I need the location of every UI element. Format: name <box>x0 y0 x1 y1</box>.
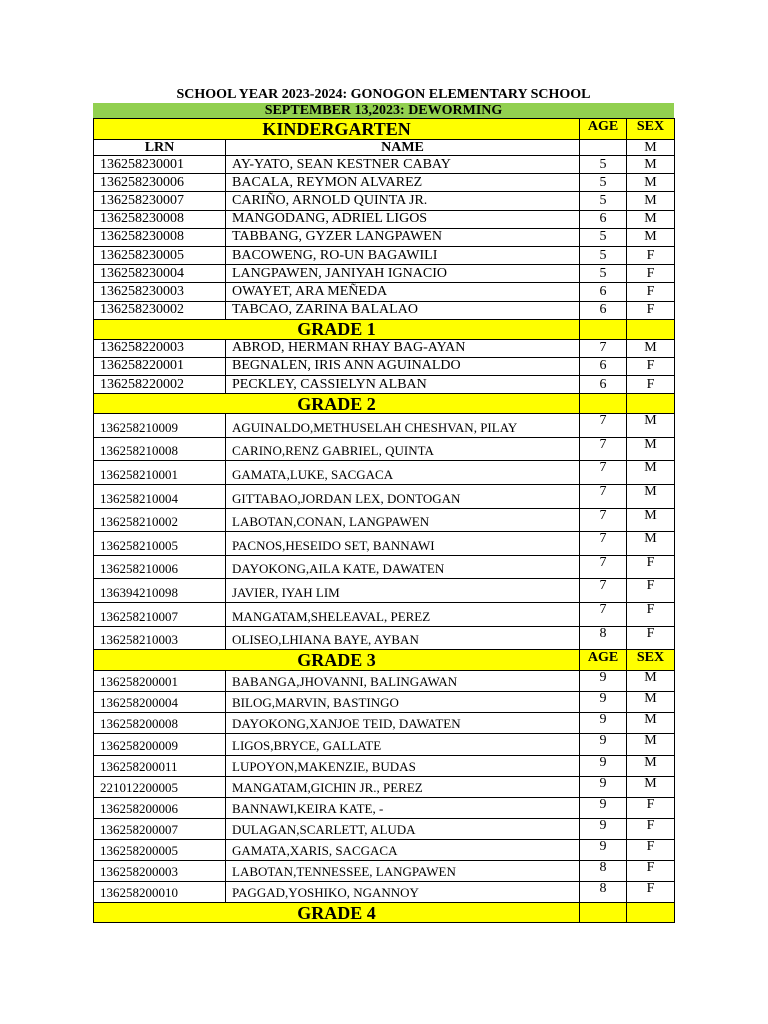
lrn-cell: 136258200006 <box>94 797 226 818</box>
empty-cell <box>580 319 627 339</box>
section-title: GRADE 4 <box>94 903 580 923</box>
name-cell: AY-YATO, SEAN KESTNER CABAY <box>226 156 580 174</box>
table-row <box>94 228 675 246</box>
lrn-cell: 136258200003 <box>94 861 226 882</box>
roster-body <box>94 119 675 923</box>
table-row <box>94 713 675 734</box>
lrn-cell: 136258200010 <box>94 882 226 903</box>
lrn-cell: 136258230005 <box>94 246 226 264</box>
lrn-cell: 136258230003 <box>94 283 226 301</box>
name-cell: PECKLEY, CASSIELYN ALBAN <box>226 376 580 394</box>
sex-cell: M <box>627 692 675 713</box>
table-row <box>94 414 675 438</box>
lrn-cell: 136258200007 <box>94 818 226 839</box>
sex-cell: M <box>627 192 675 210</box>
sex-cell: M <box>627 414 675 438</box>
lrn-cell: 136258230001 <box>94 156 226 174</box>
table-row <box>94 485 675 509</box>
sex-cell: M <box>627 339 675 357</box>
lrn-cell: 136258220001 <box>94 357 226 375</box>
table-row <box>94 532 675 556</box>
age-cell: 7 <box>580 485 627 509</box>
lrn-cell: 136258200005 <box>94 839 226 860</box>
name-cell: MANGODANG, ADRIEL LIGOS <box>226 210 580 228</box>
sex-cell: M <box>627 713 675 734</box>
age-cell: 9 <box>580 818 627 839</box>
table-row <box>94 283 675 301</box>
empty-cell <box>627 319 675 339</box>
lrn-cell: 136258200004 <box>94 692 226 713</box>
table-row <box>94 192 675 210</box>
empty-cell <box>627 394 675 414</box>
sex-cell: M <box>627 210 675 228</box>
sex-cell: F <box>627 626 675 650</box>
name-cell: GITTABAO,JORDAN LEX, DONTOGAN <box>226 485 580 509</box>
table-row <box>94 246 675 264</box>
name-cell: JAVIER, IYAH LIM <box>226 579 580 603</box>
section-header-row <box>94 119 675 140</box>
name-cell: DULAGAN,SCARLETT, ALUDA <box>226 818 580 839</box>
table-row <box>94 603 675 627</box>
table-row <box>94 692 675 713</box>
sex-cell: F <box>627 797 675 818</box>
name-cell: CARINO,RENZ GABRIEL, QUINTA <box>226 437 580 461</box>
table-row <box>94 437 675 461</box>
sex-column-header: SEX <box>627 650 675 671</box>
sex-cell: F <box>627 579 675 603</box>
table-row <box>94 579 675 603</box>
age-cell: 5 <box>580 265 627 283</box>
age-cell: 5 <box>580 174 627 192</box>
age-cell: 9 <box>580 776 627 797</box>
name-cell: DAYOKONG,XANJOE TEID, DAWATEN <box>226 713 580 734</box>
age-cell: 6 <box>580 376 627 394</box>
sex-cell: M <box>627 156 675 174</box>
age-cell: 5 <box>580 156 627 174</box>
name-cell: MANGATAM,SHELEAVAL, PEREZ <box>226 603 580 627</box>
sex-cell: F <box>627 246 675 264</box>
empty-cell <box>580 903 627 923</box>
table-row <box>94 174 675 192</box>
table-row <box>94 671 675 692</box>
age-cell: 7 <box>580 339 627 357</box>
age-cell: 7 <box>580 414 627 438</box>
name-cell: DAYOKONG,AILA KATE, DAWATEN <box>226 555 580 579</box>
name-cell: TABBANG, GYZER LANGPAWEN <box>226 228 580 246</box>
sex-cell: F <box>627 283 675 301</box>
sex-cell: M <box>627 508 675 532</box>
lrn-cell: 136258210002 <box>94 508 226 532</box>
lrn-cell: 221012200005 <box>94 776 226 797</box>
table-row <box>94 882 675 903</box>
section-header-row <box>94 650 675 671</box>
name-cell: LABOTAN,CONAN, LANGPAWEN <box>226 508 580 532</box>
name-cell: BACALA, REYMON ALVAREZ <box>226 174 580 192</box>
section-title: GRADE 3 <box>94 650 580 671</box>
table-row <box>94 376 675 394</box>
age-cell: 7 <box>580 579 627 603</box>
table-row <box>94 301 675 319</box>
sex-cell: M <box>627 461 675 485</box>
table-row <box>94 555 675 579</box>
lrn-cell: 136258210008 <box>94 437 226 461</box>
lrn-cell: 136258210006 <box>94 555 226 579</box>
column-header-row <box>94 140 675 156</box>
age-cell: 9 <box>580 671 627 692</box>
sex-cell: F <box>627 839 675 860</box>
name-cell: LIGOS,BRYCE, GALLATE <box>226 734 580 755</box>
age-cell: 7 <box>580 555 627 579</box>
age-cell: 6 <box>580 301 627 319</box>
lrn-cell: 136258230007 <box>94 192 226 210</box>
sex-cell: F <box>627 265 675 283</box>
sex-cell: F <box>627 861 675 882</box>
age-cell: 9 <box>580 797 627 818</box>
sex-cell: M <box>627 174 675 192</box>
age-cell: 7 <box>580 532 627 556</box>
name-cell: BACOWENG, RO-UN BAGAWILI <box>226 246 580 264</box>
sex-cell: M <box>627 437 675 461</box>
name-column-header: NAME <box>226 140 580 156</box>
table-row <box>94 210 675 228</box>
lrn-cell: 136258210009 <box>94 414 226 438</box>
age-cell: 7 <box>580 603 627 627</box>
lrn-cell: 136258220002 <box>94 376 226 394</box>
lrn-column-header: LRN <box>94 140 226 156</box>
table-row <box>94 265 675 283</box>
age-cell: 7 <box>580 508 627 532</box>
lrn-cell: 136258230006 <box>94 174 226 192</box>
name-cell: BABANGA,JHOVANNI, BALINGAWAN <box>226 671 580 692</box>
age-cell: 8 <box>580 861 627 882</box>
section-header-row <box>94 903 675 923</box>
name-cell: ABROD, HERMAN RHAY BAG-AYAN <box>226 339 580 357</box>
age-cell: 9 <box>580 734 627 755</box>
sex-column-header: SEX <box>627 119 675 140</box>
name-cell: OWAYET, ARA MEÑEDA <box>226 283 580 301</box>
name-cell: LABOTAN,TENNESSEE, LANGPAWEN <box>226 861 580 882</box>
table-row <box>94 755 675 776</box>
table-row <box>94 818 675 839</box>
lrn-cell: 136258230008 <box>94 228 226 246</box>
empty-cell <box>627 903 675 923</box>
table-row <box>94 156 675 174</box>
sex-cell: M <box>627 755 675 776</box>
table-row <box>94 734 675 755</box>
sex-subheader: M <box>627 140 675 156</box>
sex-cell: F <box>627 376 675 394</box>
sex-cell: M <box>627 228 675 246</box>
table-row <box>94 626 675 650</box>
empty-cell <box>580 394 627 414</box>
name-cell: AGUINALDO,METHUSELAH CHESHVAN, PILAY <box>226 414 580 438</box>
name-cell: LUPOYON,MAKENZIE, BUDAS <box>226 755 580 776</box>
sex-cell: M <box>627 734 675 755</box>
name-cell: OLISEO,LHIANA BAYE, AYBAN <box>226 626 580 650</box>
empty-cell <box>580 140 627 156</box>
name-cell: BEGNALEN, IRIS ANN AGUINALDO <box>226 357 580 375</box>
sex-cell: F <box>627 882 675 903</box>
lrn-cell: 136394210098 <box>94 579 226 603</box>
table-row <box>94 861 675 882</box>
name-cell: PAGGAD,YOSHIKO, NGANNOY <box>226 882 580 903</box>
document-title: SCHOOL YEAR 2023-2024: GONOGON ELEMENTARY SCHOOL <box>176 87 591 102</box>
name-cell: TABCAO, ZARINA BALALAO <box>226 301 580 319</box>
age-cell: 9 <box>580 692 627 713</box>
lrn-cell: 136258200011 <box>94 755 226 776</box>
lrn-cell: 136258210004 <box>94 485 226 509</box>
name-cell: GAMATA,XARIS, SACGACA <box>226 839 580 860</box>
lrn-cell: 136258200001 <box>94 671 226 692</box>
lrn-cell: 136258210003 <box>94 626 226 650</box>
age-cell: 6 <box>580 357 627 375</box>
age-column-header: AGE <box>580 119 627 140</box>
section-header-row <box>94 319 675 339</box>
sex-cell: F <box>627 555 675 579</box>
age-cell: 5 <box>580 246 627 264</box>
age-cell: 6 <box>580 210 627 228</box>
age-cell: 5 <box>580 192 627 210</box>
lrn-cell: 136258230004 <box>94 265 226 283</box>
age-cell: 6 <box>580 283 627 301</box>
deworming-roster-table <box>93 118 675 923</box>
age-cell: 9 <box>580 839 627 860</box>
table-row <box>94 357 675 375</box>
table-row <box>94 839 675 860</box>
table-row <box>94 461 675 485</box>
section-title: GRADE 2 <box>94 394 580 414</box>
sex-cell: F <box>627 357 675 375</box>
age-column-header: AGE <box>580 650 627 671</box>
section-title: GRADE 1 <box>94 319 580 339</box>
lrn-cell: 136258200009 <box>94 734 226 755</box>
lrn-cell: 136258230008 <box>94 210 226 228</box>
table-row <box>94 776 675 797</box>
sex-cell: M <box>627 776 675 797</box>
lrn-cell: 136258200008 <box>94 713 226 734</box>
age-cell: 5 <box>580 228 627 246</box>
name-cell: CARIÑO, ARNOLD QUINTA JR. <box>226 192 580 210</box>
age-cell: 8 <box>580 882 627 903</box>
section-header-row <box>94 394 675 414</box>
lrn-cell: 136258230002 <box>94 301 226 319</box>
name-cell: PACNOS,HESEIDO SET, BANNAWI <box>226 532 580 556</box>
age-cell: 7 <box>580 437 627 461</box>
lrn-cell: 136258210005 <box>94 532 226 556</box>
sex-cell: F <box>627 603 675 627</box>
age-cell: 9 <box>580 755 627 776</box>
sex-cell: M <box>627 532 675 556</box>
table-row <box>94 339 675 357</box>
lrn-cell: 136258220003 <box>94 339 226 357</box>
age-cell: 8 <box>580 626 627 650</box>
age-cell: 7 <box>580 461 627 485</box>
sex-cell: M <box>627 485 675 509</box>
section-title: KINDERGARTEN <box>94 119 580 140</box>
name-cell: BILOG,MARVIN, BASTINGO <box>226 692 580 713</box>
name-cell: MANGATAM,GICHIN JR., PEREZ <box>226 776 580 797</box>
name-cell: BANNAWI,KEIRA KATE, - <box>226 797 580 818</box>
lrn-cell: 136258210007 <box>94 603 226 627</box>
sex-cell: F <box>627 818 675 839</box>
document-subtitle: SEPTEMBER 13,2023: DEWORMING <box>93 103 674 118</box>
name-cell: GAMATA,LUKE, SACGACA <box>226 461 580 485</box>
sex-cell: M <box>627 671 675 692</box>
table-row <box>94 797 675 818</box>
name-cell: LANGPAWEN, JANIYAH IGNACIO <box>226 265 580 283</box>
lrn-cell: 136258210001 <box>94 461 226 485</box>
sex-cell: F <box>627 301 675 319</box>
table-row <box>94 508 675 532</box>
age-cell: 9 <box>580 713 627 734</box>
